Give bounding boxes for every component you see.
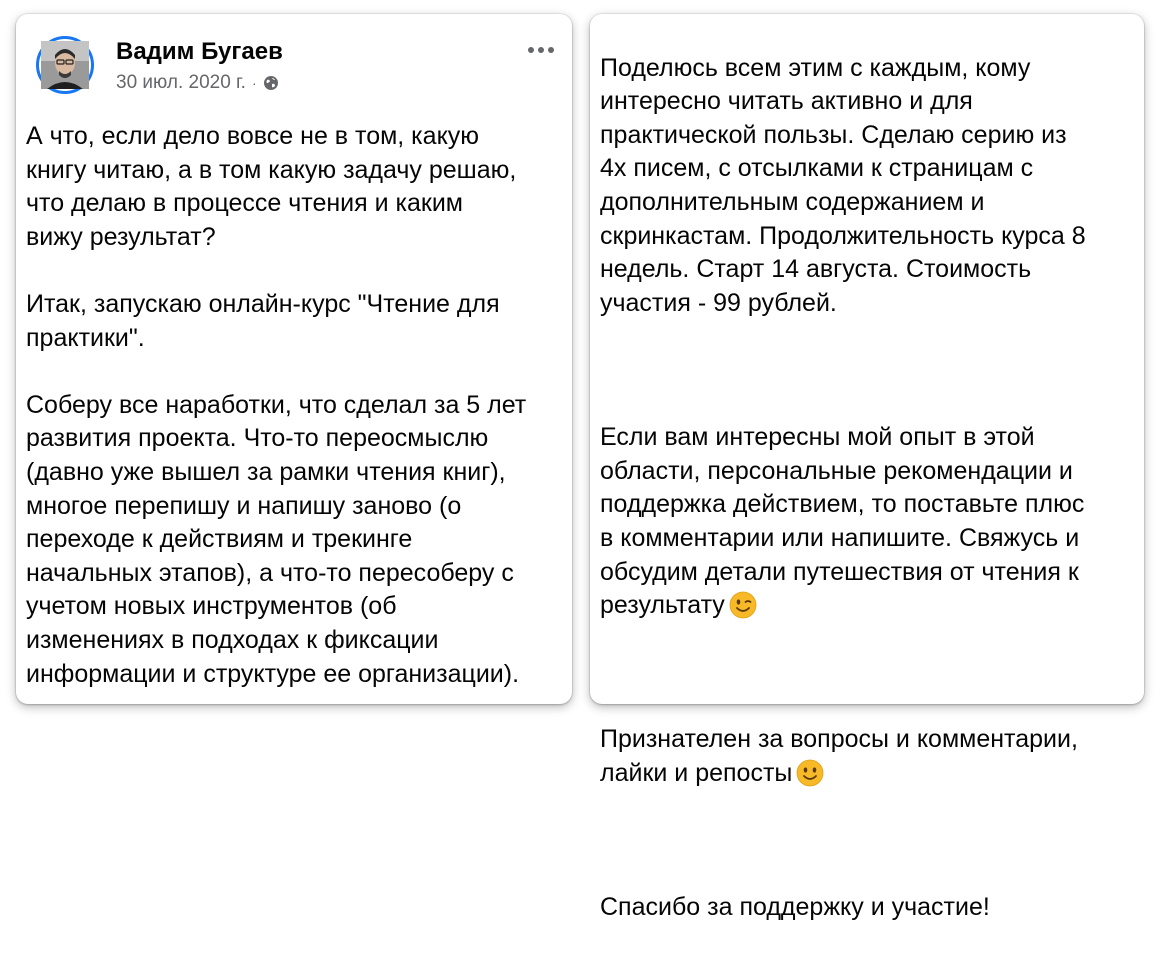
avatar-photo [41,41,89,89]
avatar[interactable] [36,36,94,94]
paragraph-thanks-questions [600,723,1140,790]
paragraph-invitation [600,421,1140,623]
winking-face-emoji [729,591,757,619]
paragraph-spacer [600,354,1140,388]
globe-icon[interactable] [263,75,279,91]
paragraph-thanks-questions-text: Признателен за вопросы и комментарии, лайки и репосты [600,725,1078,788]
more-horizontal-icon [527,46,555,54]
post-header [36,36,556,96]
post-body-left: А что, если дело вовсе не в том, какую книгу читаю, а в том какую задачу решаю, что делаю в процессе чтения и каким вижу результат? Итак, запускаю онлайн-курс "Чтение для практики". Соберу все наработки, что сделал за 5 лет развития проекта. Что-то переосмыслю (давно уже вышел за рамки чтения книг), многое перепишу и напишу заново (о переходе к действиям и трекинге начальных этапов), а что-то пересоберу с учетом новых инструментов (об изменениях в подходах к фиксации информации и структуре ее организации). [26,122,527,688]
paragraph-course-details: Поделюсь всем этим с каждым, кому интересно читать активно и для практической пользы. Сделаю серию из 4х писем, с отсылками к страницам с дополнительным содержанием и скринкастам. Продолжительность курса 8 недель. Старт 14 августа. Стоимость участия - 99 рублей. [600,53,1086,317]
more-options-button[interactable] [526,38,556,62]
paragraph-spacer [600,656,1140,690]
post-body-right [600,18,1140,959]
paragraph-invitation-text: Если вам интересны мой опыт в этой области, персональные рекомендации и поддержка действием, то поставьте плюс в комментарии или напишите. Свяжусь и обсудим детали путешествия от чтения к результату [600,423,1085,620]
smiling-face-emoji [796,759,824,787]
meta-separator: · [251,75,257,91]
author-name[interactable]: Вадим Бугаев [116,38,283,65]
paragraph-spacer [600,824,1140,858]
post-card-right [590,14,1144,922]
post-date[interactable]: 30 июл. 2020 г. [116,72,246,93]
post-card-left [16,14,572,704]
post-meta [116,72,279,94]
paragraph-closing: Спасибо за поддержку и участие! [600,893,990,922]
